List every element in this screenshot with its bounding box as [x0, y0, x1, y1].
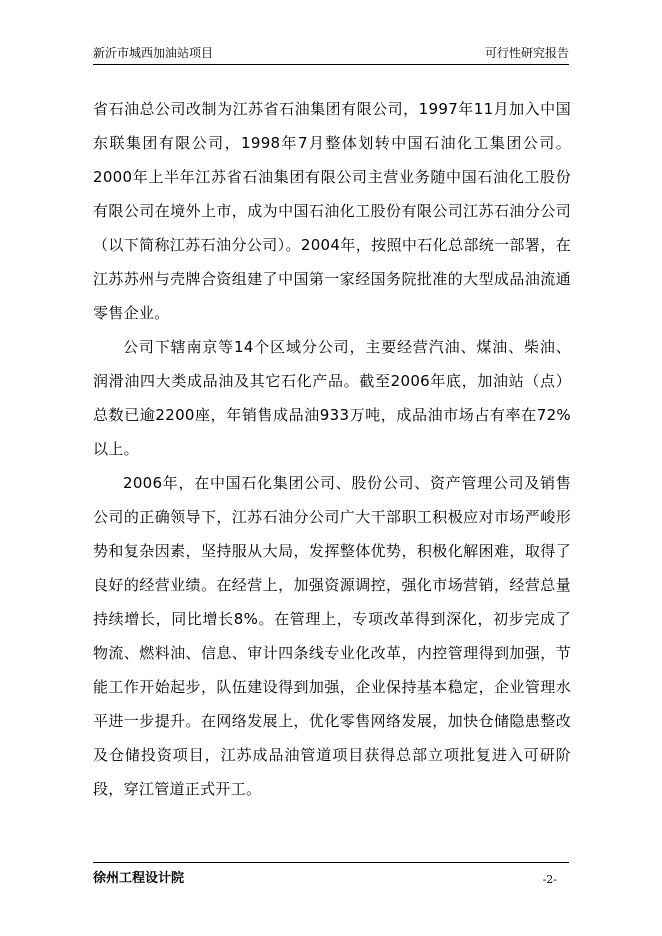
page-number: -2-	[542, 873, 557, 886]
page-header	[93, 44, 569, 65]
footer-institute-name: 徐州工程设计院	[93, 871, 185, 886]
paragraph-2006-performance: 2006年，在中国石化集团公司、股份公司、资产管理公司及销售公司的正确领导下，江苏石油分公司广大干部职工积极应对市场严峻形势和复杂因素，坚持服从大局，发挥整体优势，积极化解困难，取得了良好的经营业绩。在经营上，加强资源调控，强化市场营销，经营总量持续增长，同比增长8%。在管理上，专项改革得到深化，初步完成了物流、燃料油、信息、审计四条线专业化改革，内控管理得到加强，节能工作开始起步，队伍建设得到加强，企业保持基本稳定，企业管理水平进一步提升。在网络发展上，优化零售网络发展，加快仓储隐患整改及仓储投资项目，江苏成品油管道项目获得总部立项批复进入可研阶段，穿江管道正式开工。	[93, 474, 571, 798]
paragraph-company-scope: 公司下辖南京等14个区域分公司，主要经营汽油、煤油、柴油、润滑油四大类成品油及其它石化产品。截至2006年底，加油站（点）总数已逾2200座，年销售成品油933万吨，成品油市场占有率在72%以上。	[93, 338, 571, 458]
page-footer	[93, 862, 569, 885]
document-body	[93, 92, 571, 806]
header-project-title: 新沂市城西加油站项目	[93, 46, 214, 60]
paragraph-company-history: 省石油总公司改制为江苏省石油集团有限公司，1997年11月加入中国东联集团有限公司，1998年7月整体划转中国石油化工集团公司。2000年上半年江苏省石油集团有限公司主营业务随中国石油化工股份有限公司在境外上市，成为中国石油化工股份有限公司江苏石油分公司（以下简称江苏石油分公司）。2004年，按照中石化总部统一部署，在江苏苏州与壳牌合资组建了中国第一家经国务院批准的大型成品油流通零售企业。	[93, 100, 571, 322]
header-report-type: 可行性研究报告	[484, 46, 569, 60]
